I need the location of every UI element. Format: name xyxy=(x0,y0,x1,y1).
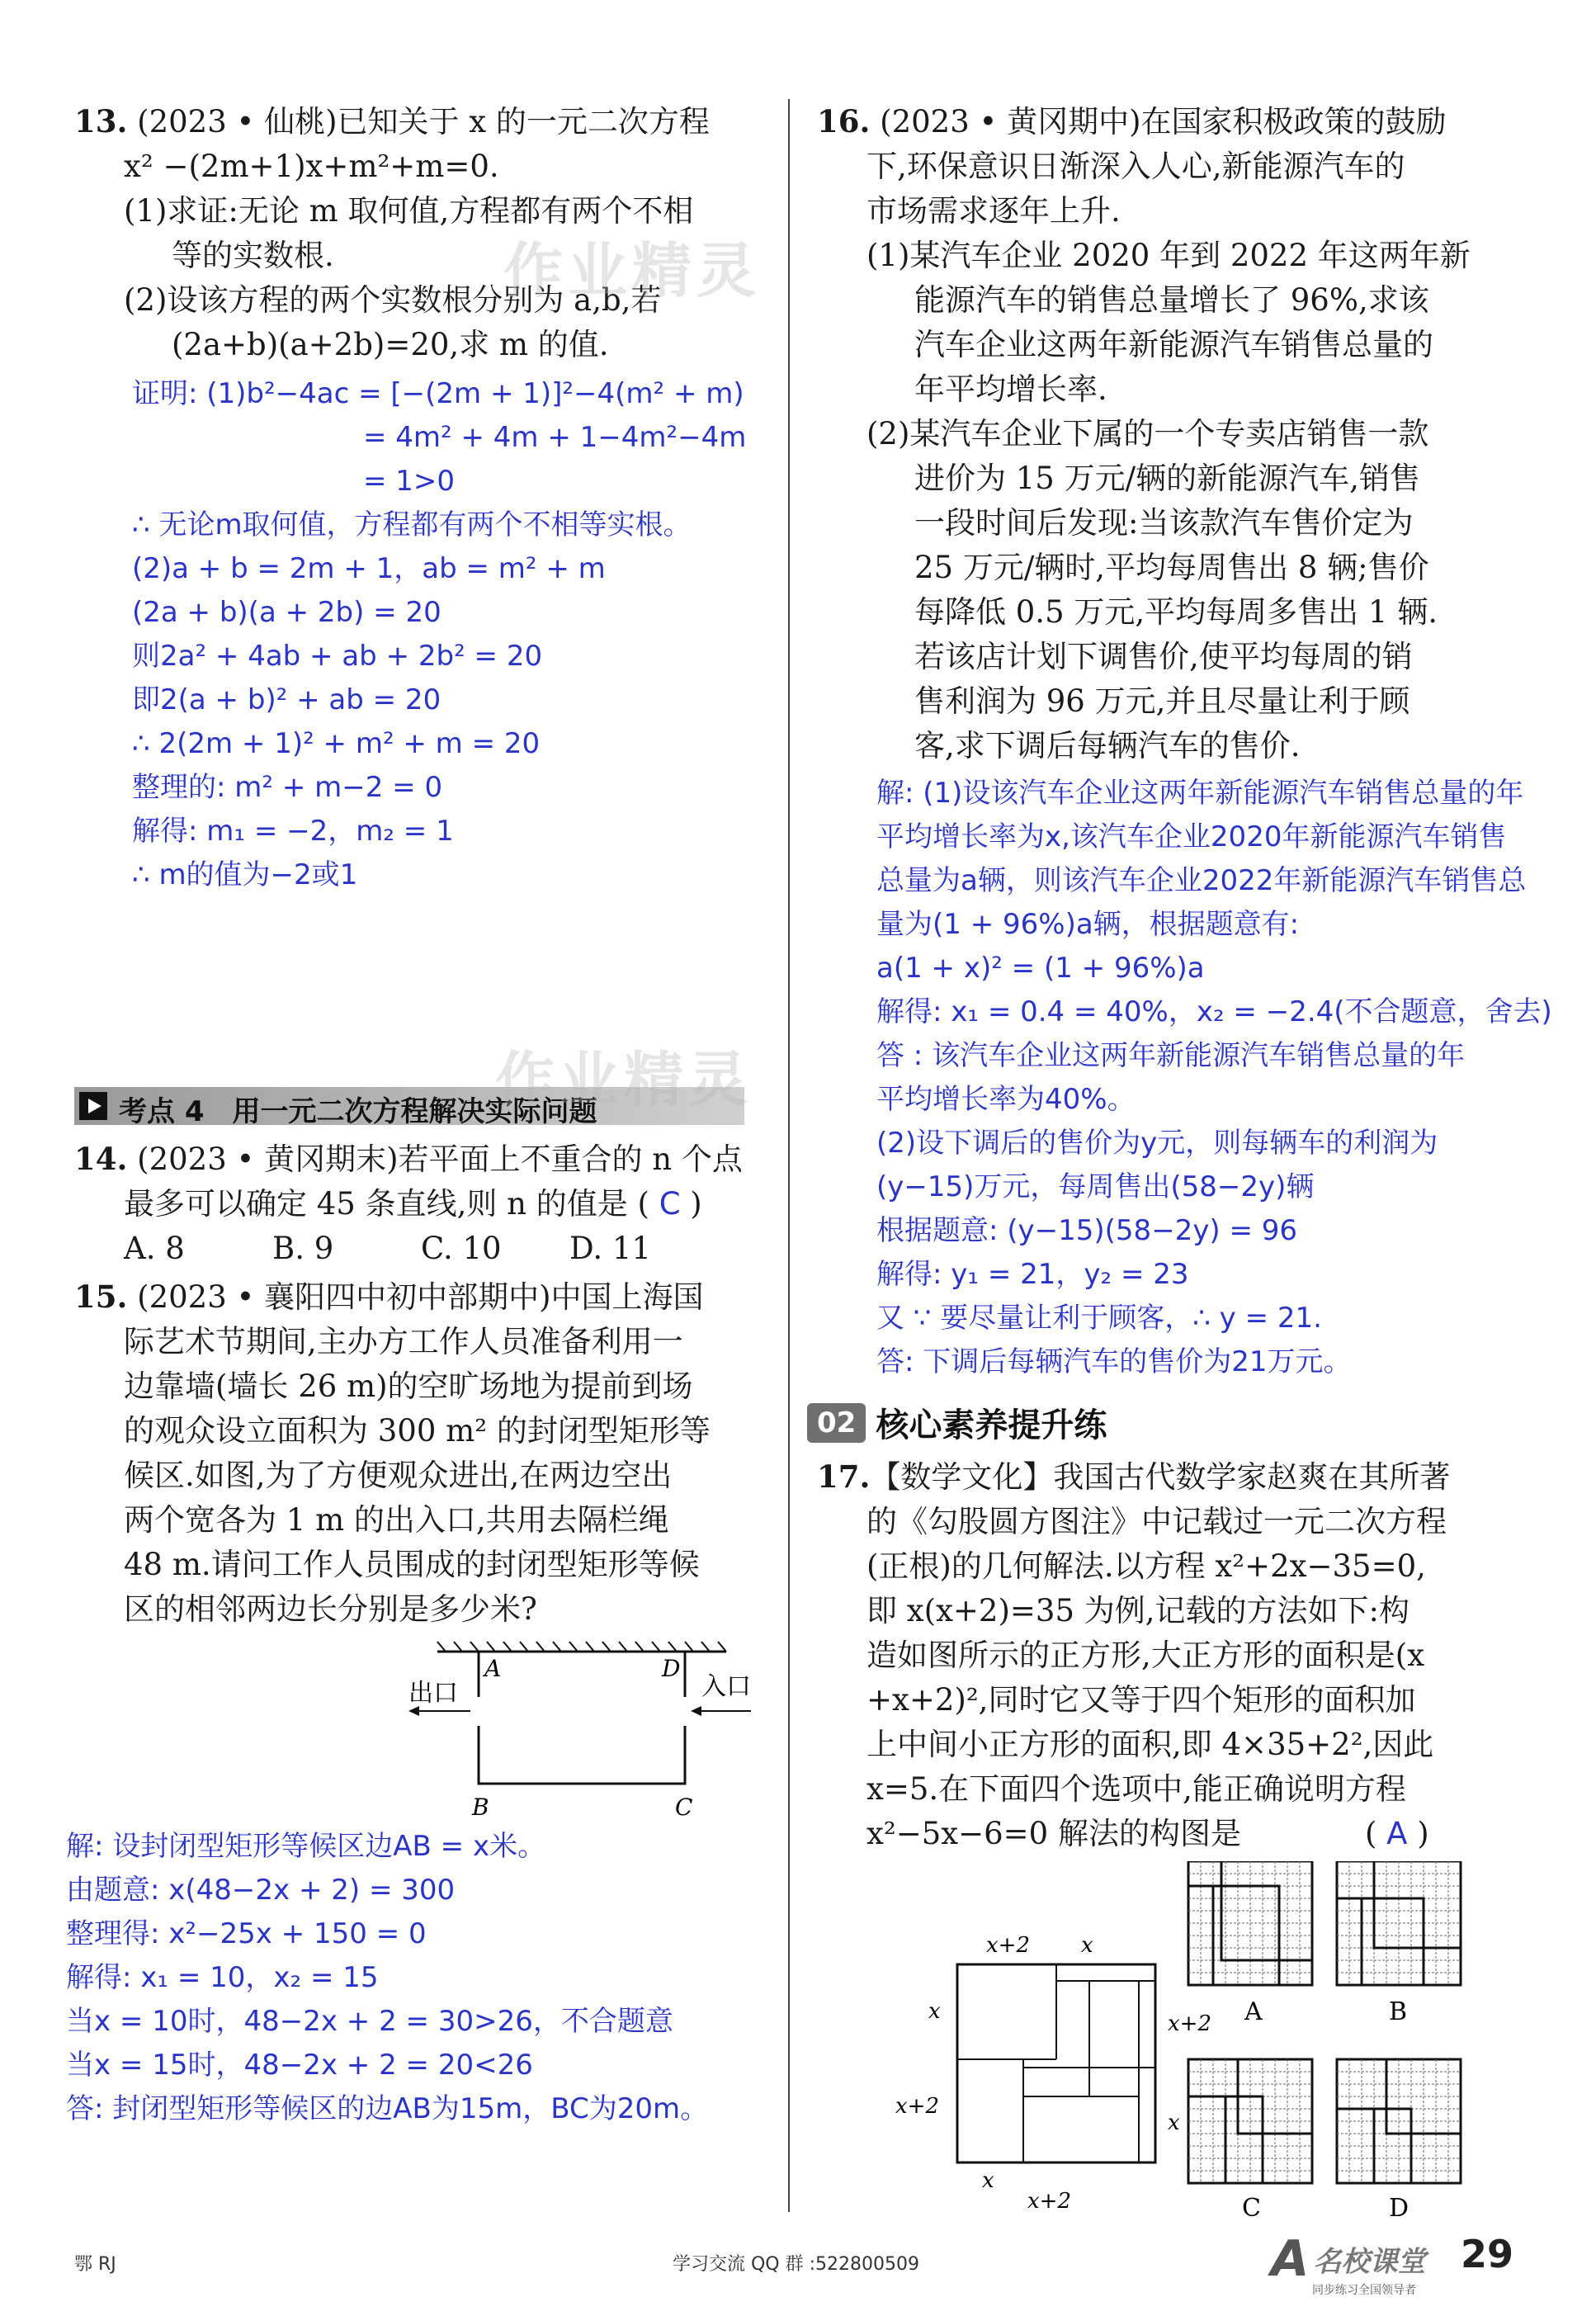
dimension-label: x+2 xyxy=(1027,2189,1071,2214)
option-label: C xyxy=(1242,2194,1261,2223)
core-literacy-header xyxy=(807,1399,1560,1446)
option-grid-c[interactable] xyxy=(1188,2059,1312,2183)
sub-question-line: 一段时间后发现:当该款汽车售价定为 xyxy=(914,505,1414,541)
answer-line: ∴ 2(2m + 1)² + m² + m = 20 xyxy=(132,727,541,760)
question-number: 14. xyxy=(74,1141,128,1177)
dimension-label: x xyxy=(1081,1933,1093,1958)
answer-block xyxy=(74,372,759,897)
sub-question-line: 若该店计划下调售价,使平均每周的销 xyxy=(914,639,1413,674)
options-row xyxy=(74,1227,759,1271)
answer-line: ∴ 无论m取何值，方程都有两个不相等实根。 xyxy=(132,508,692,541)
answer-line: 量为(1 + 96%)a辆，根据题意有: xyxy=(876,908,1300,941)
answer-line: (y−15)万元，每周售出(58−2y)辆 xyxy=(876,1170,1315,1203)
answer-line: 解得: y₁ = 21，y₂ = 23 xyxy=(876,1258,1189,1291)
vertex-label: A xyxy=(484,1655,502,1682)
sub-question-line: (1)求证:无论 m 取何值,方程都有两个不相 xyxy=(124,193,694,229)
answer-line: 整理的: m² + m−2 = 0 xyxy=(132,771,443,804)
option-label: D xyxy=(1389,2194,1409,2223)
dimension-label: x+2 xyxy=(895,2094,939,2119)
brand-tagline: 同步练习全国领导者 xyxy=(1312,2284,1416,2297)
answer-block xyxy=(876,772,1560,1384)
answer-line: 答: 封闭型矩形等候区的边AB为15m，BC为20m。 xyxy=(66,2092,709,2125)
answer-line: 总量为a辆，则该汽车企业2022年新能源汽车销售总 xyxy=(876,864,1527,897)
answer-choice-fill: A xyxy=(1386,1816,1408,1851)
answer-line: 则2a² + 4ab + ab + 2b² = 20 xyxy=(132,640,543,673)
brand-logo xyxy=(1271,2230,1426,2297)
option-grid-d[interactable] xyxy=(1337,2059,1461,2183)
sub-question-line: (2)某汽车企业下属的一个专卖店销售一款 xyxy=(866,416,1429,451)
answer-line: 平均增长率为40%。 xyxy=(876,1083,1136,1116)
waiting-area-figure xyxy=(74,1635,751,1825)
question-number: 13. xyxy=(74,103,128,139)
question-stem-line: 下,环保意识日渐深入人心,新能源汽车的 xyxy=(866,149,1405,184)
question-stem-line: 即 x(x+2)=35 为例,记载的方法如下:构 xyxy=(866,1593,1409,1628)
question-stem-line: (2023 • 黄冈期末)若平面上不重合的 n 个点 xyxy=(137,1141,743,1177)
answer-line: 当x = 15时，48−2x + 2 = 20<26 xyxy=(66,2049,533,2082)
question-stem-line: 候区.如图,为了方便观众进出,在两边空出 xyxy=(124,1458,673,1493)
answer-line: 平均增长率为x,该汽车企业2020年新能源汽车销售 xyxy=(876,820,1507,853)
exit-label: 出口 xyxy=(408,1679,458,1708)
answer-line: a(1 + x)² = (1 + 96%)a xyxy=(876,952,1205,985)
question-17 xyxy=(817,1454,1560,2233)
section-number-badge: 02 xyxy=(807,1403,866,1443)
option: C. 10 xyxy=(421,1231,502,1266)
question-number: 16. xyxy=(817,103,871,139)
sub-question-line: (2)设该方程的两个实数根分别为 a,b,若 xyxy=(124,282,662,318)
question-stem-line: 市场需求逐年上升. xyxy=(866,193,1121,229)
option-label: B xyxy=(1389,1997,1408,2026)
answer-line: = 4m² + 4m + 1−4m²−4m xyxy=(363,421,747,454)
answer-line: 当x = 10时，48−2x + 2 = 30>26，不合题意 xyxy=(66,2005,673,2038)
question-stem-line: 上中间小正方形的面积,即 4×35+2²,因此 xyxy=(866,1727,1434,1762)
answer-line: 解得: x₁ = 10，x₂ = 15 xyxy=(66,1961,379,1994)
sub-question-line: (2a+b)(a+2b)=20,求 m 的值. xyxy=(172,327,609,362)
question-15 xyxy=(66,1274,759,2131)
option: D. 11 xyxy=(569,1231,651,1266)
sub-question-line: 客,求下调后每辆汽车的售价. xyxy=(914,728,1301,763)
footer xyxy=(0,2220,1596,2311)
brand-name: 名校课堂 xyxy=(1313,2245,1426,2279)
option-grid-b[interactable] xyxy=(1337,1861,1461,1985)
question-stem-line: 造如图所示的正方形,大正方形的面积是(x xyxy=(866,1638,1425,1673)
sub-question-line: 进价为 15 万元/辆的新能源汽车,销售 xyxy=(914,461,1420,496)
question-stem-line: 际艺术节期间,主办方工作人员准备利用一 xyxy=(124,1324,683,1359)
left-arrow-icon xyxy=(691,1706,701,1716)
brand-mark-icon: A xyxy=(1271,2230,1310,2288)
sub-question-line: 售利润为 96 万元,并且尽量让利于顾 xyxy=(914,683,1410,719)
question-stem-line: 最多可以确定 45 条直线,则 n 的值是 ( xyxy=(124,1186,649,1222)
answer-line: 根据题意: (y−15)(58−2y) = 96 xyxy=(876,1214,1298,1247)
question-14 xyxy=(74,1137,759,1271)
answer-line: 证明: (1)b²−4ac = [−(2m + 1)]²−4(m² + m) xyxy=(132,377,744,410)
edition-label: 鄂 RJ xyxy=(74,2254,116,2275)
bracket-open: ( xyxy=(1364,1816,1377,1851)
play-triangle-icon xyxy=(79,1092,107,1120)
question-stem-line: 两个宽各为 1 m 的出入口,共用去隔栏绳 xyxy=(124,1502,669,1538)
vertex-label: D xyxy=(662,1655,681,1682)
question-number: 17. xyxy=(817,1458,871,1495)
question-13 xyxy=(74,99,762,897)
answer-line: (2)a + b = 2m + 1，ab = m² + m xyxy=(132,552,606,585)
question-stem-line: 【数学文化】我国古代数学家赵爽在其所著 xyxy=(870,1459,1451,1495)
question-stem-line: 边靠墙(墙长 26 m)的空旷场地为提前到场 xyxy=(124,1368,693,1404)
answer-choice-fill: C xyxy=(659,1186,681,1222)
sub-question-line: 能源汽车的销售总量增长了 96%,求该 xyxy=(914,282,1429,318)
answer-line: 由题意: x(48−2x + 2) = 300 xyxy=(66,1874,456,1907)
answer-line: 答: 下调后每辆汽车的售价为21万元。 xyxy=(876,1345,1352,1378)
question-stem-line: 区的相邻两边长分别是多少米? xyxy=(124,1591,537,1627)
option-grid-a[interactable] xyxy=(1188,1861,1312,1985)
option-label: A xyxy=(1244,1997,1263,2026)
question-stem-line: (正根)的几何解法.以方程 x²+2x−35=0, xyxy=(866,1548,1426,1584)
bracket-close: ) xyxy=(1417,1816,1429,1851)
dimension-label: x+2 xyxy=(1168,2011,1211,2036)
question-16 xyxy=(817,99,1560,1384)
question-stem-line: x² −(2m+1)x+m²+m=0. xyxy=(124,149,499,184)
option: B. 9 xyxy=(272,1231,334,1266)
dimension-label: x+2 xyxy=(986,1933,1030,1958)
question-stem-line: (2023 • 黄冈期中)在国家积极政策的鼓励 xyxy=(880,104,1447,139)
dimension-label: x xyxy=(982,2168,994,2193)
dimension-label: x xyxy=(1168,2110,1180,2135)
column-divider xyxy=(788,99,790,2212)
right-column xyxy=(817,99,1560,2233)
dimension-label: x xyxy=(928,1999,941,2024)
vertex-label: B xyxy=(472,1794,489,1821)
question-stem-line: x²−5x−6=0 解法的构图是 xyxy=(866,1816,1241,1851)
sub-question-line: 汽车企业这两年新能源汽车销售总量的 xyxy=(914,327,1433,362)
sub-question-line: 25 万元/辆时,平均每周售出 8 辆;售价 xyxy=(914,550,1429,585)
answer-line: 解得: x₁ = 0.4 = 40%，x₂ = −2.4(不合题意，舍去) xyxy=(876,995,1552,1028)
answer-line: 解得: m₁ = −2，m₂ = 1 xyxy=(132,815,454,848)
answer-line: (2)设下调后的售价为y元，则每辆车的利润为 xyxy=(876,1127,1438,1160)
answer-line: 又 ∵ 要尽量让利于顾客，∴ y = 21. xyxy=(876,1302,1322,1335)
watermark: 作业精灵 xyxy=(503,236,762,305)
sub-question-line: 年平均增长率. xyxy=(914,371,1107,407)
answer-block xyxy=(66,1825,759,2131)
option: A. 8 xyxy=(124,1231,185,1266)
question-stem-line: (2023 • 襄阳四中初中部期中)中国上海国 xyxy=(137,1279,704,1315)
question-number: 15. xyxy=(74,1279,128,1315)
page-number: 29 xyxy=(1461,2232,1514,2276)
answer-line: ∴ m的值为−2或1 xyxy=(132,858,358,891)
question-stem-line: 的观众设立面积为 300 m² 的封闭型矩形等 xyxy=(124,1413,711,1449)
zhao-shuang-figure xyxy=(817,1861,1560,2233)
question-stem-line: +x+2)²,同时它又等于四个矩形的面积加 xyxy=(866,1682,1416,1718)
watermark: 作业精灵 xyxy=(495,1045,753,1114)
section-title: 考点 4 用一元二次方程解决实际问题 xyxy=(119,1095,597,1128)
answer-line: 答 : 该汽车企业这两年新能源汽车销售总量的年 xyxy=(876,1039,1466,1072)
sub-question-line: 等的实数根. xyxy=(172,238,334,273)
qq-group-text: 学习交流 QQ 群 :522800509 xyxy=(673,2254,919,2275)
question-stem-line: 的《勾股圆方图注》中记载过一元二次方程 xyxy=(866,1504,1447,1539)
answer-line: = 1>0 xyxy=(363,465,456,498)
sub-question-line: 每降低 0.5 万元,平均每周多售出 1 辆. xyxy=(914,594,1438,630)
question-stem-line: (2023 • 仙桃)已知关于 x 的一元二次方程 xyxy=(137,104,710,139)
bracket-close: ) xyxy=(690,1186,702,1222)
entrance-label: 入口 xyxy=(701,1672,751,1701)
answer-line: 整理得: x²−25x + 150 = 0 xyxy=(66,1917,427,1950)
sub-question-line: (1)某汽车企业 2020 年到 2022 年这两年新 xyxy=(866,238,1471,273)
question-stem-line: 48 m.请问工作人员围成的封闭型矩形等候 xyxy=(124,1547,700,1582)
answer-line: 解: (1)设该汽车企业这两年新能源汽车销售总量的年 xyxy=(876,777,1524,810)
answer-line: 即2(a + b)² + ab = 20 xyxy=(132,683,441,716)
answer-line: 解: 设封闭型矩形等候区边AB = x米。 xyxy=(66,1830,546,1863)
answer-line: (2a + b)(a + 2b) = 20 xyxy=(132,596,441,629)
section-title: 核心素养提升练 xyxy=(876,1406,1107,1444)
question-stem-line: x=5.在下面四个选项中,能正确说明方程 xyxy=(866,1771,1406,1807)
vertex-label: C xyxy=(675,1794,693,1821)
